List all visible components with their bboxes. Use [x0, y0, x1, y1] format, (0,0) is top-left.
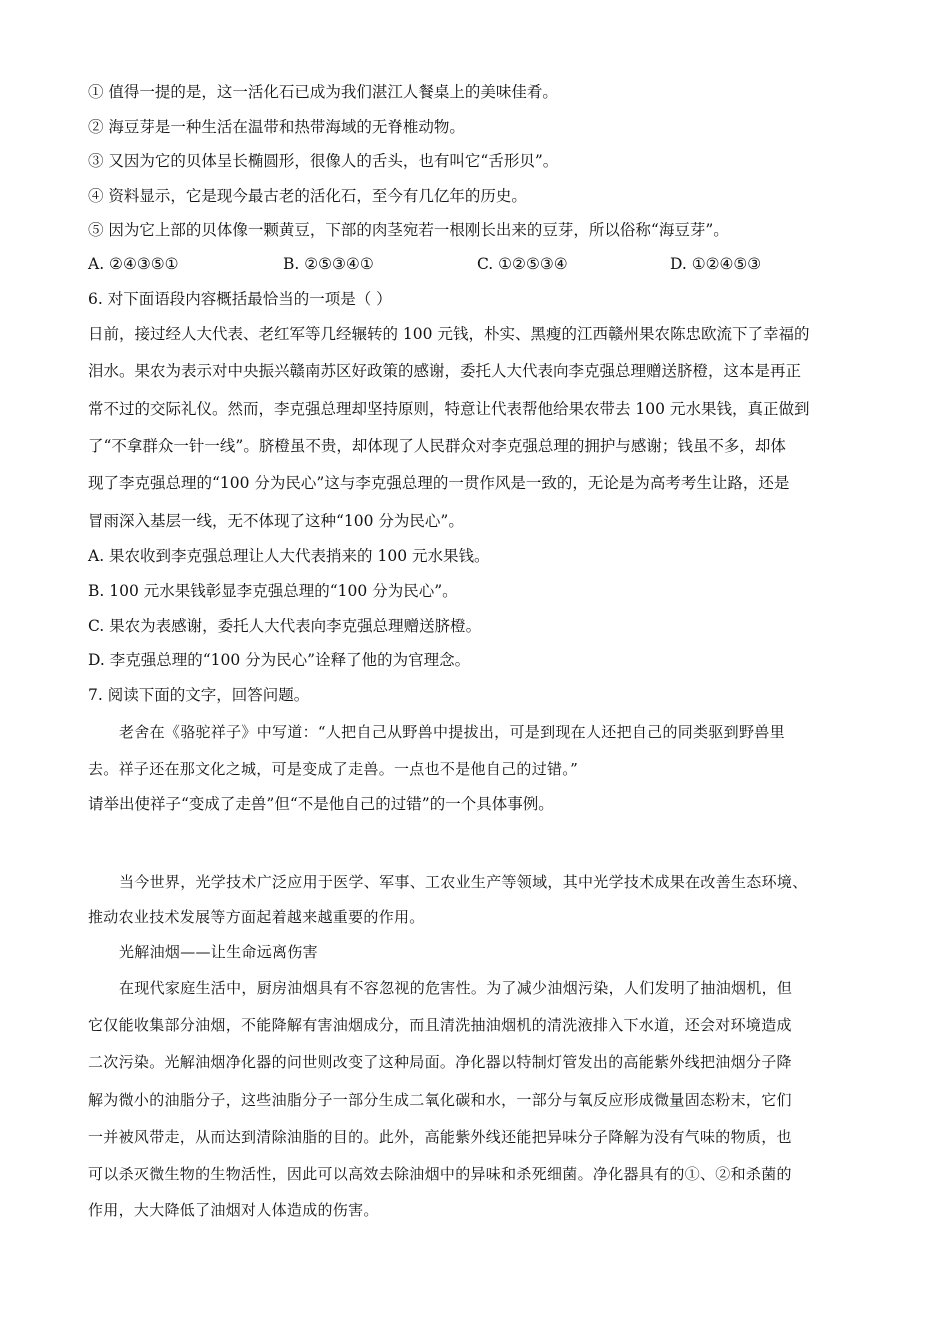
reading-intro-line: 当今世界，光学技术广泛应用于医学、军事、工农业生产等领域，其中光学技术成果在改善生态环境、: [119, 873, 808, 891]
q5-option-c: C. ①②⑤③④: [477, 255, 568, 273]
q6-stem: 6. 对下面语段内容概括最恰当的一项是（ ）: [88, 290, 392, 308]
reading-body-line: 在现代家庭生活中，厨房油烟具有不容忽视的危害性。为了减少油烟污染，人们发明了抽油烟机，但: [119, 979, 793, 997]
q6-passage-line: 现了李克强总理的“100 分为民心”这与李克强总理的一贯作风是一致的，无论是为高考考生让路，还是: [88, 474, 790, 492]
q7-quote-line: 去。祥子还在那文化之城，可是变成了走兽。一点也不是他自己的过错。”: [88, 760, 579, 778]
reading-body-line: 解为微小的油脂分子，这些油脂分子一部分生成二氧化碳和水，一部分与氧反应形成微量固态粉末，它们: [88, 1091, 792, 1109]
q7-question: 请举出使祥子“变成了走兽”但“不是他自己的过错”的一个具体事例。: [88, 795, 554, 813]
reading-subtitle: 光解油烟——让生命远离伤害: [119, 943, 318, 961]
q6-option-c: C. 果农为表感谢，委托人大代表向李克强总理赠送脐橙。: [88, 617, 482, 635]
reading-body-line: 作用，大大降低了油烟对人体造成的伤害。: [88, 1201, 379, 1219]
q6-option-a: A. 果农收到李克强总理让人大代表捎来的 100 元水果钱。: [88, 547, 490, 565]
q6-option-b: B. 100 元水果钱彰显李克强总理的“100 分为民心”。: [88, 582, 458, 600]
q5-sentence-4: ④ 资料显示，它是现今最古老的活化石，至今有几亿年的历史。: [88, 187, 527, 205]
q6-passage-line: 冒雨深入基层一线，无不体现了这种“100 分为民心”。: [88, 512, 464, 530]
q5-sentence-5: ⑤ 因为它上部的贝体像一颗黄豆，下部的肉茎宛若一根刚长出来的豆芽，所以俗称“海豆芽”。: [88, 221, 729, 239]
q5-option-d: D. ①②④⑤③: [670, 255, 762, 273]
reading-body-line: 二次污染。光解油烟净化器的问世则改变了这种局面。净化器以特制灯管发出的高能紫外线把油烟分子降: [88, 1053, 792, 1071]
q6-passage-line: 常不过的交际礼仪。然而，李克强总理却坚持原则，特意让代表帮他给果农带去 100 元水果钱，真正做到: [88, 400, 810, 418]
q5-sentence-2: ② 海豆芽是一种生活在温带和热带海域的无脊椎动物。: [88, 118, 465, 136]
q5-sentence-3: ③ 又因为它的贝体呈长椭圆形，很像人的舌头，也有叫它“舌形贝”。: [88, 152, 559, 170]
q6-option-d: D. 李克强总理的“100 分为民心”诠释了他的为官理念。: [88, 651, 471, 669]
q6-passage-line: 日前，接过经人大代表、老红军等几经辗转的 100 元钱，朴实、黑瘦的江西赣州果农陈忠欧流下了幸福的: [88, 325, 810, 343]
reading-body-line: 它仅能收集部分油烟，不能降解有害油烟成分，而且清洗抽油烟机的清洗液排入下水道，还会对环境造成: [88, 1016, 792, 1034]
reading-intro-line: 推动农业技术发展等方面起着越来越重要的作用。: [88, 908, 425, 926]
q5-option-a: A. ②④③⑤①: [88, 255, 179, 273]
q5-sentence-1: ① 值得一提的是，这一活化石已成为我们湛江人餐桌上的美味佳肴。: [88, 83, 558, 101]
q6-passage-line: 了“不拿群众一针一线”。脐橙虽不贵，却体现了人民群众对李克强总理的拥护与感谢；钱虽不多，却体: [88, 437, 786, 455]
reading-body-line: 一并被风带走，从而达到清除油脂的目的。此外，高能紫外线还能把异味分子降解为没有气味的物质，也: [88, 1128, 792, 1146]
q7-stem: 7. 阅读下面的文字，回答问题。: [88, 686, 310, 704]
q6-passage-line: 泪水。果农为表示对中央振兴赣南苏区好政策的感谢，委托人大代表向李克强总理赠送脐橙，这本是再正: [88, 362, 802, 380]
q5-option-b: B. ②⑤③④①: [283, 255, 374, 273]
reading-body-line: 可以杀灭微生物的生物活性，因此可以高效去除油烟中的异味和杀死细菌。净化器具有的①、②和杀菌的: [88, 1165, 792, 1183]
q7-quote-line: 老舍在《骆驼祥子》中写道：“人把自己从野兽中提拔出，可是到现在人还把自己的同类驱到野兽里: [119, 723, 785, 741]
